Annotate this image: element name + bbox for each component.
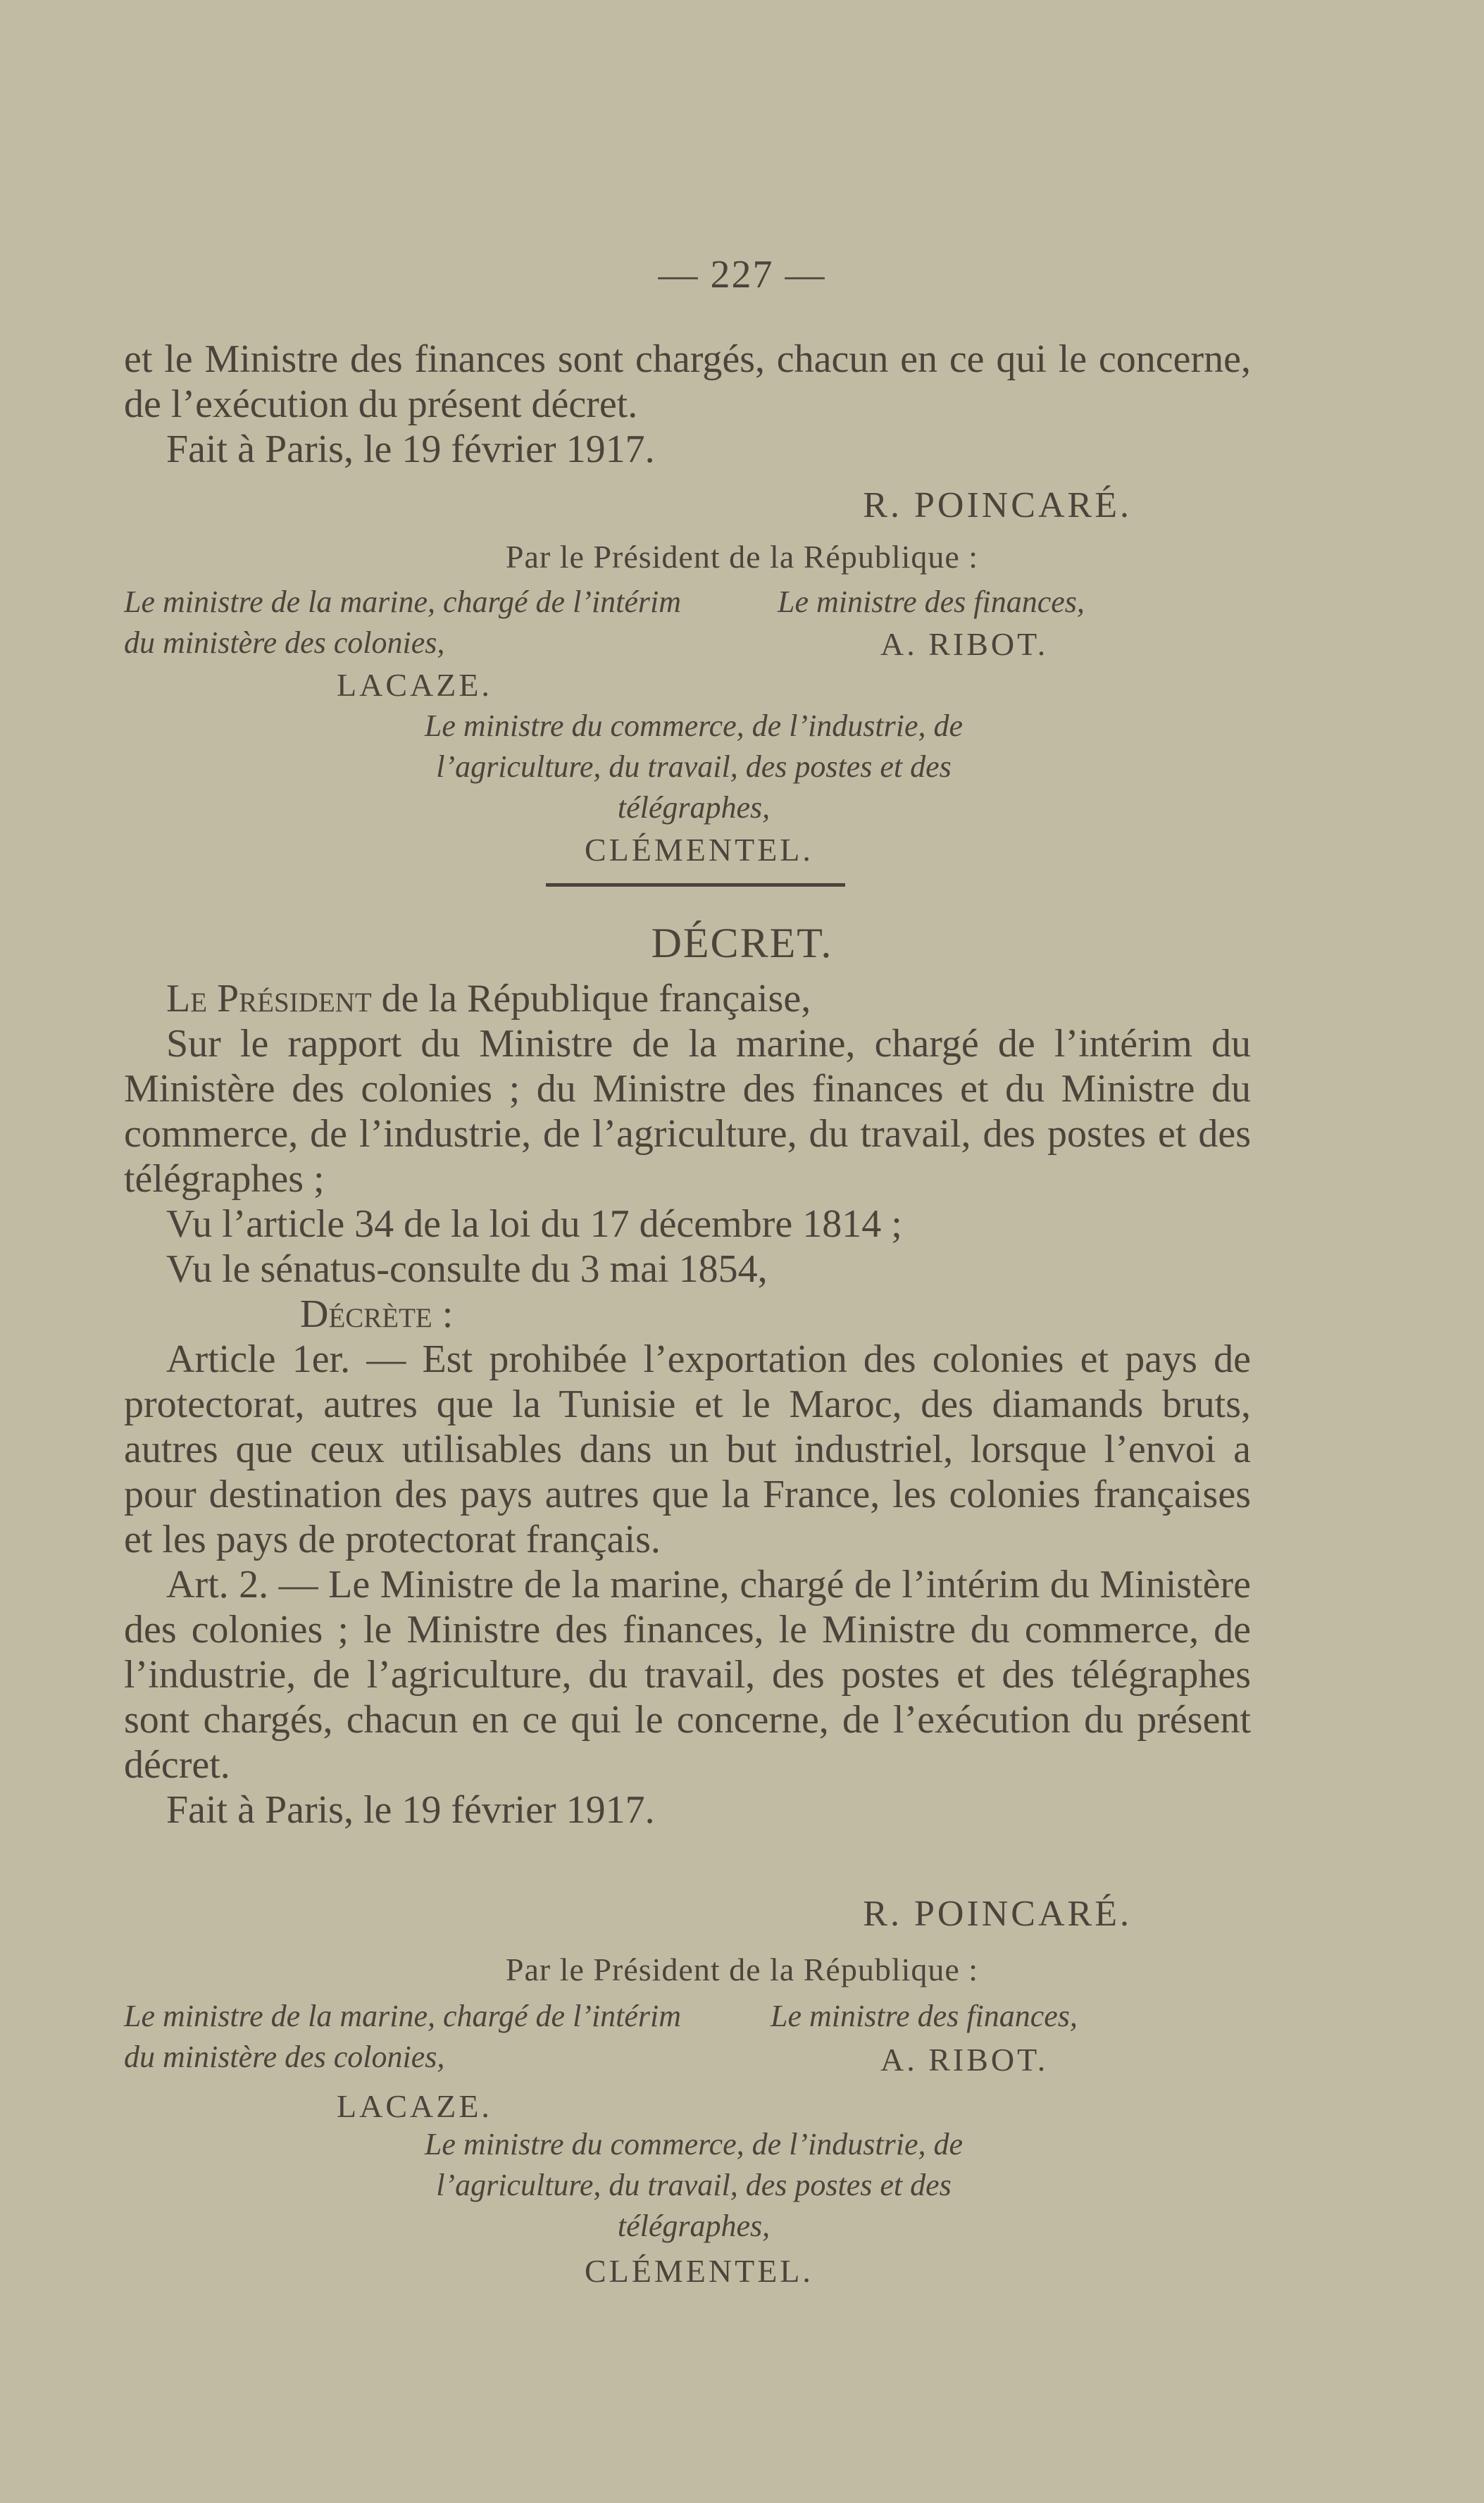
decree-minister-commerce: Le ministre du commerce, de l’industrie, de l’agriculture, du travail, des postes et des télégraphes,: [424, 2127, 964, 2243]
top-fait-line: Fait à Paris, le 19 février 1917.: [166, 427, 655, 471]
top-minister-commerce-name: CLÉMENTEL.: [585, 832, 813, 868]
top-minister-marine: Le ministre de la marine, chargé de l’intérim du ministère des colonies,: [124, 585, 682, 660]
decree-body: [124, 976, 1251, 1833]
top-minister-finances: Le ministre des finances,: [778, 585, 1085, 619]
decree-minister-marine: Le ministre de la marine, chargé de l’intérim du ministère des colonies,: [124, 1999, 682, 2074]
top-par-le-president: Par le Président de la République :: [505, 539, 979, 575]
top-minister-finances-name: A. RIBOT.: [880, 626, 1049, 662]
page-number: — 227 —: [658, 253, 826, 297]
top-paragraph-block: [124, 337, 1251, 472]
decrete-line: Décrète :: [300, 1292, 454, 1336]
decree-minister-finances: Le ministre des finances,: [771, 1999, 1078, 2033]
le-president-smallcaps: Le Président: [166, 977, 372, 1020]
top-minister-commerce: Le ministre du commerce, de l’industrie, de l’agriculture, du travail, des postes et des télégraphes,: [424, 709, 964, 825]
decree-minister-commerce-name: CLÉMENTEL.: [585, 2253, 813, 2289]
decree-signature: R. POINCARÉ.: [863, 1894, 1132, 1934]
decree-minister-marine-name: LACAZE.: [337, 2088, 492, 2124]
decree-title: DÉCRET.: [651, 920, 833, 966]
top-signature: R. POINCARÉ.: [863, 485, 1132, 525]
sur-le-rapport-paragraph: Sur le rapport du Ministre de la marine, chargé de l’intérim du Ministère des colonies ; du Ministre des finances et du Ministre du commerce, de l’industrie, de l’agriculture, du travail, des postes et des télégraphes ;: [124, 1022, 1251, 1201]
decree-minister-finances-name: A. RIBOT.: [880, 2042, 1049, 2078]
decree-par-le-president: Par le Président de la République :: [505, 1952, 979, 1987]
article-2-paragraph: Art. 2. — Le Ministre de la marine, chargé de l’intérim du Ministère des colonies ; le Ministre des finances, le Ministre du commerce, de l’industrie, de l’agriculture, du travail, des postes et des télégraphes sont chargés, chacun en ce qui le concerne, de l’exécution du présent décret.: [124, 1563, 1251, 1787]
decree-fait-line: Fait à Paris, le 19 février 1917.: [166, 1788, 655, 1832]
top-paragraph: et le Ministre des finances sont chargés, chacun en ce qui le concerne, de l’exécution du présent décret.: [124, 337, 1251, 426]
section-divider: [546, 883, 845, 887]
article-1-paragraph: Article 1er. — Est prohibée l’exportation des colonies et pays de protectorat, autres que la Tunisie et le Maroc, des diamands bruts, autres que ceux utilisables dans un but industriel, lorsque l’envoi a pour destination des pays autres que la France, les colonies françaises et les pays de protectorat français.: [124, 1337, 1251, 1561]
vu-article-line: Vu l’article 34 de la loi du 17 décembre 1814 ;: [166, 1202, 902, 1246]
top-minister-marine-name: LACAZE.: [337, 667, 492, 703]
vu-senatus-line: Vu le sénatus-consulte du 3 mai 1854,: [166, 1247, 768, 1291]
le-president-line: [124, 976, 1251, 1021]
le-president-rest: de la République française,: [371, 977, 811, 1020]
